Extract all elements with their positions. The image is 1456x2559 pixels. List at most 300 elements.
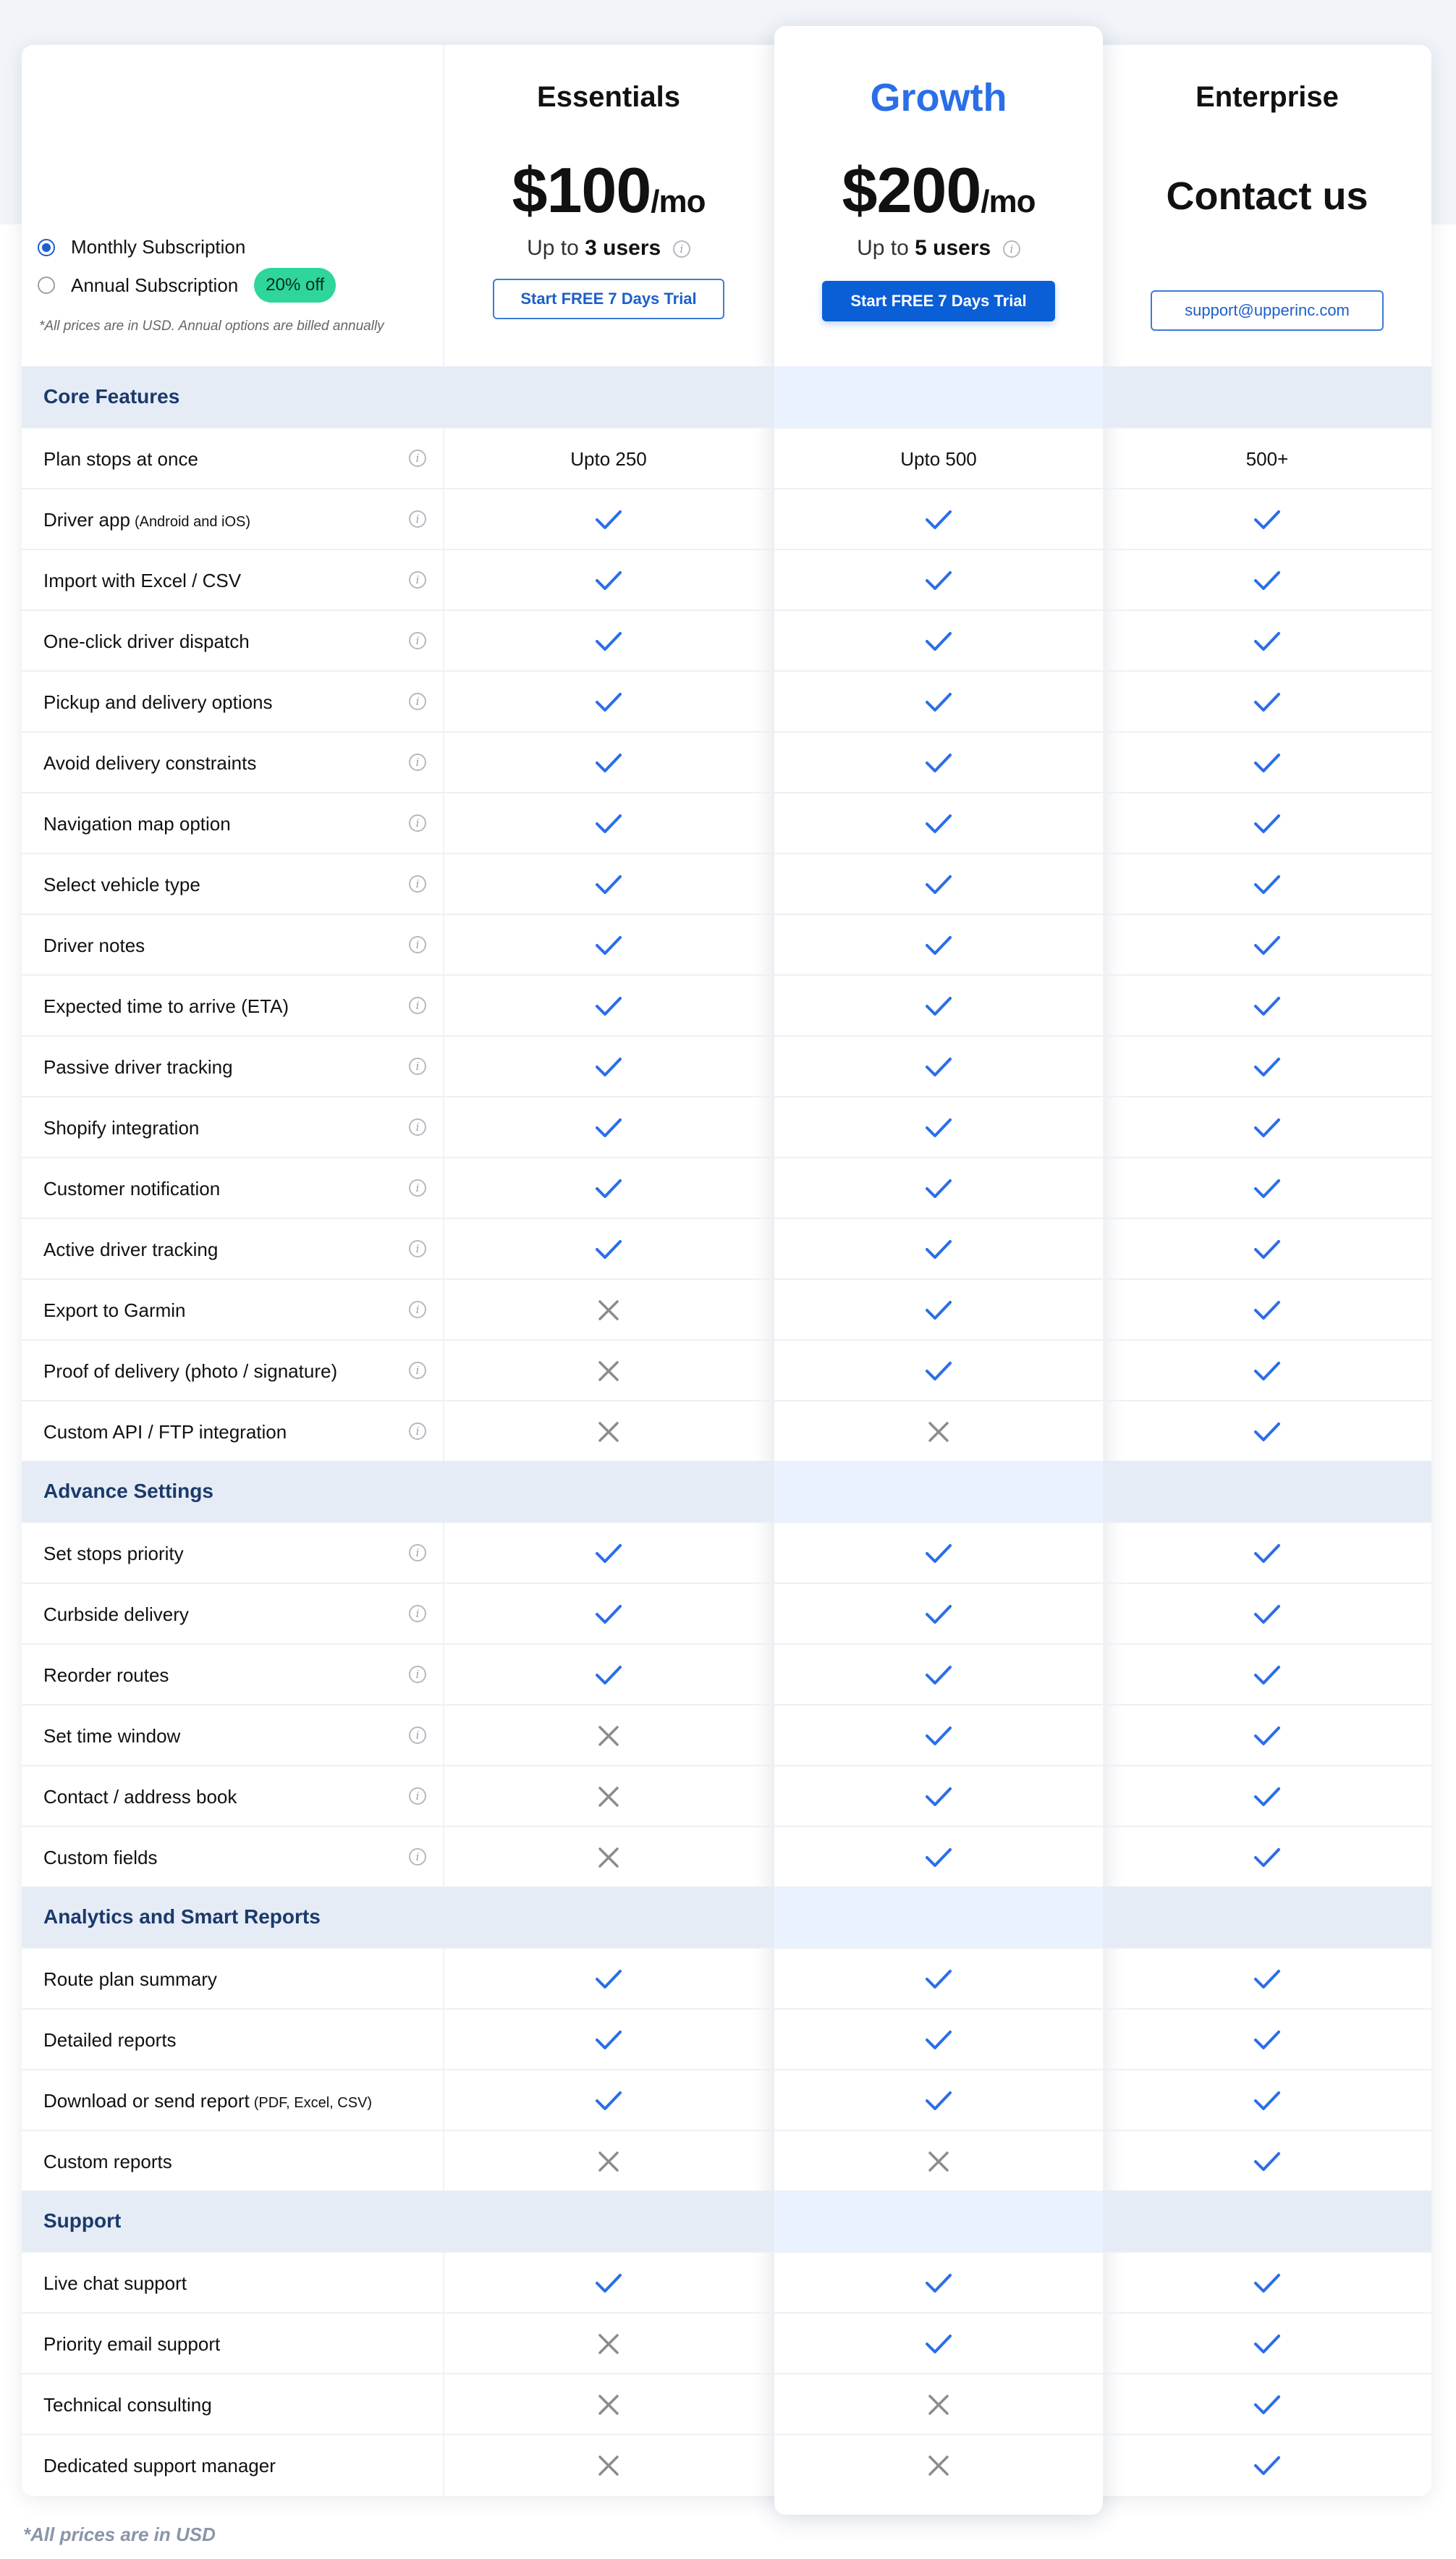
- feature-name: [43, 1037, 233, 1097]
- plan-cell: [774, 915, 1103, 976]
- essentials-trial-button[interactable]: Start FREE 7 Days Trial: [493, 279, 724, 319]
- info-icon[interactable]: i: [409, 936, 426, 953]
- plan-cell: [774, 1706, 1103, 1766]
- plan-users-growth: [774, 236, 1103, 261]
- plan-cell: [774, 429, 1103, 489]
- feature-sublabel: (PDF, Excel, CSV): [253, 2095, 373, 2111]
- plan-cell: [1103, 2253, 1431, 2314]
- plan-cell: [1103, 2131, 1431, 2192]
- feature-name: [43, 2435, 276, 2496]
- check-icon: [1253, 1664, 1282, 1686]
- feature-label: Curbside delivery: [43, 1603, 189, 1625]
- plan-cell: [774, 1766, 1103, 1827]
- cross-icon: [597, 1785, 620, 1808]
- plan-cell: [1103, 2070, 1431, 2131]
- plan-cell: [1103, 1280, 1431, 1341]
- feature-label: Plan stops at once: [43, 448, 198, 470]
- check-icon: [924, 1725, 953, 1747]
- plan-cell: [774, 550, 1103, 611]
- plan-cell: [444, 1401, 773, 1462]
- cell-value: Upto 250: [570, 447, 647, 470]
- plan-cell: [444, 2131, 773, 2192]
- feature-row: [22, 2008, 1431, 2069]
- cross-icon: [927, 2454, 950, 2477]
- feature-label: Driver app: [43, 509, 130, 531]
- check-icon: [1253, 1543, 1282, 1564]
- feature-row: [22, 1157, 1431, 1218]
- check-icon: [1253, 631, 1282, 652]
- feature-row: [22, 1947, 1431, 2008]
- growth-column-highlight: [774, 2191, 1103, 2251]
- feature-row: [22, 1522, 1431, 1582]
- check-icon: [1253, 1056, 1282, 1078]
- info-icon[interactable]: i: [673, 240, 690, 258]
- check-icon: [924, 1360, 953, 1382]
- feature-name: [43, 2253, 187, 2314]
- check-icon: [924, 1847, 953, 1868]
- cross-icon: [597, 2393, 620, 2416]
- check-icon: [594, 813, 623, 835]
- plan-cell: [444, 1341, 773, 1401]
- plan-cell: [1103, 1219, 1431, 1280]
- plan-cell: [774, 1097, 1103, 1158]
- feature-row: [22, 1278, 1431, 1339]
- plan-cell: [444, 489, 773, 550]
- check-icon: [924, 1239, 953, 1260]
- feature-label: Export to Garmin: [43, 1299, 186, 1321]
- feature-label: Live chat support: [43, 2272, 187, 2294]
- info-icon[interactable]: i: [409, 693, 426, 710]
- info-icon[interactable]: i: [409, 1362, 426, 1379]
- monthly-subscription-label: Monthly Subscription: [71, 236, 246, 258]
- section-header: [22, 2191, 1431, 2251]
- check-icon: [924, 2272, 953, 2294]
- check-icon: [594, 995, 623, 1017]
- feature-sublabel: (Android and iOS): [134, 514, 251, 530]
- feature-name: [43, 1219, 218, 1280]
- feature-name: [43, 1949, 217, 2010]
- feature-name: [43, 1706, 180, 1766]
- plan-cell: [444, 915, 773, 976]
- plan-cell: [774, 2374, 1103, 2435]
- plan-cell: [444, 733, 773, 793]
- plan-cell: [1103, 672, 1431, 733]
- radio-selected-icon[interactable]: [38, 239, 55, 256]
- check-icon: [1253, 2151, 1282, 2172]
- plan-cell: [774, 733, 1103, 793]
- feature-row: [22, 1582, 1431, 1643]
- feature-name: [43, 1158, 220, 1219]
- info-icon[interactable]: i: [409, 1727, 426, 1744]
- feature-name: [43, 2314, 220, 2374]
- section-title: Advance Settings: [43, 1480, 213, 1502]
- feature-label: Active driver tracking: [43, 1239, 219, 1260]
- plan-cell: [1103, 1341, 1431, 1401]
- check-icon: [1253, 1178, 1282, 1200]
- cross-icon: [597, 2332, 620, 2356]
- feature-label: Driver notes: [43, 935, 145, 956]
- check-icon: [924, 1299, 953, 1321]
- info-icon[interactable]: i: [409, 450, 426, 467]
- plan-cell: [444, 1584, 773, 1645]
- check-icon: [1253, 2029, 1282, 2051]
- plan-cell: [774, 1949, 1103, 2010]
- plan-cell: [774, 672, 1103, 733]
- feature-row: [22, 670, 1431, 731]
- check-icon: [594, 1056, 623, 1078]
- plan-cell: [1103, 2435, 1431, 2496]
- info-icon[interactable]: i: [409, 1605, 426, 1622]
- feature-row: [22, 610, 1431, 670]
- plan-cell: [774, 1037, 1103, 1097]
- growth-trial-button[interactable]: Start FREE 7 Days Trial: [822, 281, 1055, 321]
- check-icon: [1253, 1968, 1282, 1990]
- plan-cell: [774, 2010, 1103, 2070]
- feature-row: [22, 549, 1431, 610]
- plan-cell: [444, 2374, 773, 2435]
- feature-label: Reorder routes: [43, 1664, 169, 1686]
- users-count: 3 users: [585, 236, 661, 260]
- feature-name: [43, 915, 145, 976]
- feature-name: [43, 2070, 372, 2133]
- plan-name-enterprise: Enterprise: [1195, 81, 1339, 113]
- cross-icon: [597, 2454, 620, 2477]
- cross-icon: [927, 2150, 950, 2173]
- plan-cell: [774, 1219, 1103, 1280]
- feature-row: [22, 1765, 1431, 1826]
- feature-label: Import with Excel / CSV: [43, 570, 242, 591]
- check-icon: [1253, 1421, 1282, 1443]
- info-icon[interactable]: i: [409, 1240, 426, 1257]
- check-icon: [924, 874, 953, 895]
- check-icon: [1253, 1360, 1282, 1382]
- feature-label: Set time window: [43, 1725, 181, 1747]
- feature-row: [22, 1035, 1431, 1096]
- check-icon: [594, 1117, 623, 1139]
- feature-name: [43, 672, 273, 733]
- feature-name: [43, 1827, 158, 1888]
- users-count: 5 users: [915, 236, 991, 260]
- check-icon: [1253, 2394, 1282, 2416]
- plan-cell: [774, 2131, 1103, 2192]
- plan-cell: [774, 854, 1103, 915]
- price-unit: /mo: [651, 184, 706, 219]
- plan-cell: [1103, 429, 1431, 489]
- plan-cell: [1103, 1645, 1431, 1706]
- annual-subscription-option[interactable]: [38, 268, 336, 303]
- plan-name-essentials: Essentials: [537, 81, 680, 113]
- section-title: Support: [43, 2209, 122, 2232]
- plan-cell: [444, 1827, 773, 1888]
- feature-name: [43, 550, 241, 611]
- feature-row: [22, 1643, 1431, 1704]
- check-icon: [594, 509, 623, 531]
- check-icon: [924, 1056, 953, 1078]
- feature-label: Select vehicle type: [43, 874, 200, 895]
- plan-cell: [1103, 2010, 1431, 2070]
- check-icon: [594, 631, 623, 652]
- cross-icon: [597, 1724, 620, 1748]
- plan-cell: [1103, 1037, 1431, 1097]
- feature-label: Proof of delivery (photo / signature): [43, 1360, 338, 1382]
- check-icon: [594, 1603, 623, 1625]
- feature-label: Technical consulting: [43, 2394, 212, 2416]
- feature-row: [22, 731, 1431, 792]
- info-icon[interactable]: i: [409, 875, 426, 893]
- info-icon[interactable]: i: [409, 1666, 426, 1683]
- plan-users-essentials: [444, 236, 773, 261]
- feature-row: [22, 974, 1431, 1035]
- check-icon: [924, 1968, 953, 1990]
- feature-row: [22, 1826, 1431, 1886]
- plan-cell: [1103, 1158, 1431, 1219]
- feature-name: [43, 854, 200, 915]
- check-icon: [1253, 2272, 1282, 2294]
- section-header: [22, 1886, 1431, 1947]
- plan-cell: [444, 2253, 773, 2314]
- feature-label: Dedicated support manager: [43, 2455, 276, 2476]
- info-icon[interactable]: i: [409, 632, 426, 649]
- plan-cell: [444, 976, 773, 1037]
- plan-cell: [444, 1219, 773, 1280]
- plan-cell: [774, 1280, 1103, 1341]
- section-header: [22, 366, 1431, 427]
- cross-icon: [927, 1420, 950, 1443]
- growth-column-highlight: [774, 1461, 1103, 1522]
- plan-cell: [444, 1280, 773, 1341]
- feature-label: Custom API / FTP integration: [43, 1421, 287, 1443]
- check-icon: [594, 1543, 623, 1564]
- feature-row: [22, 2434, 1431, 2495]
- plan-price-essentials: [444, 153, 773, 227]
- plan-cell: [444, 2070, 773, 2131]
- info-icon[interactable]: i: [409, 1058, 426, 1075]
- feature-label: Pickup and delivery options: [43, 691, 273, 713]
- plan-cell: [1103, 793, 1431, 854]
- feature-name: [43, 1523, 184, 1584]
- info-icon[interactable]: i: [409, 1848, 426, 1866]
- plan-cell: [774, 1645, 1103, 1706]
- feature-row: [22, 2130, 1431, 2191]
- plan-cell: [1103, 1827, 1431, 1888]
- feature-name: [43, 1280, 186, 1341]
- section-header: [22, 1461, 1431, 1522]
- check-icon: [1253, 2333, 1282, 2355]
- plan-cell: [774, 2253, 1103, 2314]
- info-icon[interactable]: i: [409, 1301, 426, 1318]
- plan-cell: [444, 2435, 773, 2496]
- check-icon: [1253, 1239, 1282, 1260]
- feature-row: [22, 488, 1431, 549]
- cross-icon: [597, 1299, 620, 1322]
- plan-cell: [1103, 915, 1431, 976]
- feature-row: [22, 1339, 1431, 1400]
- feature-label: Passive driver tracking: [43, 1056, 233, 1078]
- check-icon: [924, 813, 953, 835]
- feature-name: [43, 1766, 237, 1827]
- check-icon: [1253, 935, 1282, 956]
- info-icon[interactable]: i: [409, 1118, 426, 1136]
- check-icon: [594, 1968, 623, 1990]
- check-icon: [1253, 570, 1282, 591]
- plan-price-growth: [774, 153, 1103, 227]
- plan-cell: [774, 2314, 1103, 2374]
- feature-name: [43, 1401, 287, 1462]
- feature-label: Customer notification: [43, 1178, 221, 1200]
- check-icon: [1253, 1299, 1282, 1321]
- monthly-subscription-option[interactable]: [38, 236, 245, 258]
- growth-column-highlight: [774, 366, 1103, 427]
- plan-cell: [774, 1341, 1103, 1401]
- check-icon: [924, 1786, 953, 1808]
- plan-cell: [774, 2070, 1103, 2131]
- plan-cell: [774, 793, 1103, 854]
- feature-label: Avoid delivery constraints: [43, 752, 257, 774]
- plan-cell: [1103, 1949, 1431, 2010]
- check-icon: [1253, 2455, 1282, 2476]
- plan-cell: [444, 1523, 773, 1584]
- plan-cell: [444, 1706, 773, 1766]
- feature-label: One-click driver dispatch: [43, 631, 250, 652]
- info-icon[interactable]: i: [409, 754, 426, 771]
- plan-cell: [1103, 733, 1431, 793]
- plan-cell: [444, 1645, 773, 1706]
- annual-subscription-label: Annual Subscription: [71, 274, 239, 296]
- info-icon[interactable]: i: [1003, 240, 1020, 258]
- info-icon[interactable]: i: [409, 1787, 426, 1805]
- radio-unselected-icon[interactable]: [38, 277, 55, 294]
- feature-row: [22, 792, 1431, 853]
- plan-cell: [1103, 611, 1431, 672]
- plan-cell: [774, 1158, 1103, 1219]
- feature-name: [43, 611, 250, 672]
- plan-cell: [774, 1827, 1103, 1888]
- cross-icon: [597, 1420, 620, 1443]
- info-icon[interactable]: i: [409, 814, 426, 832]
- section-title: Core Features: [43, 385, 180, 408]
- feature-name: [43, 793, 231, 854]
- check-icon: [1253, 2090, 1282, 2112]
- price-amount: $100: [512, 154, 651, 226]
- check-icon: [924, 509, 953, 531]
- plan-cell: [774, 611, 1103, 672]
- plan-cell: [774, 1584, 1103, 1645]
- check-icon: [594, 570, 623, 591]
- check-icon: [924, 570, 953, 591]
- check-icon: [1253, 752, 1282, 774]
- plan-cell: [444, 1766, 773, 1827]
- plan-cell: [444, 1158, 773, 1219]
- cross-icon: [597, 1846, 620, 1869]
- feature-row: [22, 1218, 1431, 1278]
- info-icon[interactable]: i: [409, 997, 426, 1014]
- feature-label: Navigation map option: [43, 813, 231, 835]
- feature-row: [22, 2312, 1431, 2373]
- check-icon: [1253, 995, 1282, 1017]
- cross-icon: [597, 1359, 620, 1383]
- users-prefix: Up to: [527, 236, 579, 260]
- feature-row: [22, 1096, 1431, 1157]
- feature-label: Contact / address book: [43, 1786, 237, 1808]
- plan-cell: [774, 2435, 1103, 2496]
- info-icon[interactable]: i: [409, 510, 426, 528]
- feature-name: [43, 1584, 189, 1645]
- feature-name: [43, 2010, 177, 2070]
- plan-cell: [444, 672, 773, 733]
- check-icon: [594, 874, 623, 895]
- check-icon: [924, 752, 953, 774]
- info-icon[interactable]: i: [409, 1179, 426, 1197]
- check-icon: [1253, 1725, 1282, 1747]
- growth-column-highlight: [774, 1886, 1103, 1947]
- footer-note: *All prices are in USD: [23, 2524, 216, 2545]
- feature-label: Set stops priority: [43, 1543, 184, 1564]
- feature-name: [43, 1645, 169, 1706]
- feature-name: [43, 1341, 337, 1401]
- feature-name: [43, 2374, 212, 2435]
- check-icon: [924, 2029, 953, 2051]
- info-icon[interactable]: i: [409, 1544, 426, 1561]
- check-icon: [594, 2090, 623, 2112]
- feature-row: [22, 427, 1431, 488]
- plan-cell: [444, 1037, 773, 1097]
- check-icon: [1253, 1603, 1282, 1625]
- check-icon: [594, 1178, 623, 1200]
- check-icon: [924, 1543, 953, 1564]
- feature-name: [43, 976, 289, 1037]
- check-icon: [924, 935, 953, 956]
- check-icon: [594, 1239, 623, 1260]
- cross-icon: [597, 2150, 620, 2173]
- info-icon[interactable]: i: [409, 571, 426, 589]
- feature-label: Download or send report: [43, 2090, 250, 2112]
- feature-row: [22, 2251, 1431, 2312]
- plan-cell: [1103, 1766, 1431, 1827]
- enterprise-contact-email-button[interactable]: support@upperinc.com: [1151, 290, 1384, 331]
- feature-row: [22, 853, 1431, 914]
- plan-cell: [1103, 489, 1431, 550]
- check-icon: [1253, 1117, 1282, 1139]
- check-icon: [924, 691, 953, 713]
- plan-cell: [1103, 550, 1431, 611]
- plan-cell: [444, 1097, 773, 1158]
- check-icon: [1253, 691, 1282, 713]
- check-icon: [1253, 874, 1282, 895]
- info-icon[interactable]: i: [409, 1422, 426, 1440]
- check-icon: [1253, 509, 1282, 531]
- users-prefix: Up to: [857, 236, 909, 260]
- check-icon: [594, 1664, 623, 1686]
- plan-cell: [1103, 1097, 1431, 1158]
- section-title: Analytics and Smart Reports: [43, 1905, 321, 1928]
- feature-row: [22, 2373, 1431, 2434]
- feature-row: [22, 1704, 1431, 1765]
- plan-cell: [444, 550, 773, 611]
- feature-row: [22, 2069, 1431, 2130]
- plan-cell: [444, 2314, 773, 2374]
- plan-cell: [1103, 2314, 1431, 2374]
- check-icon: [924, 1664, 953, 1686]
- plan-cell: [1103, 1706, 1431, 1766]
- feature-name: [43, 2131, 172, 2192]
- check-icon: [1253, 1847, 1282, 1868]
- feature-label: Shopify integration: [43, 1117, 200, 1139]
- plan-cell: [444, 2010, 773, 2070]
- plan-cell: [774, 976, 1103, 1037]
- feature-label: Route plan summary: [43, 1968, 217, 1990]
- plan-cell: [774, 489, 1103, 550]
- plan-cell: [774, 1523, 1103, 1584]
